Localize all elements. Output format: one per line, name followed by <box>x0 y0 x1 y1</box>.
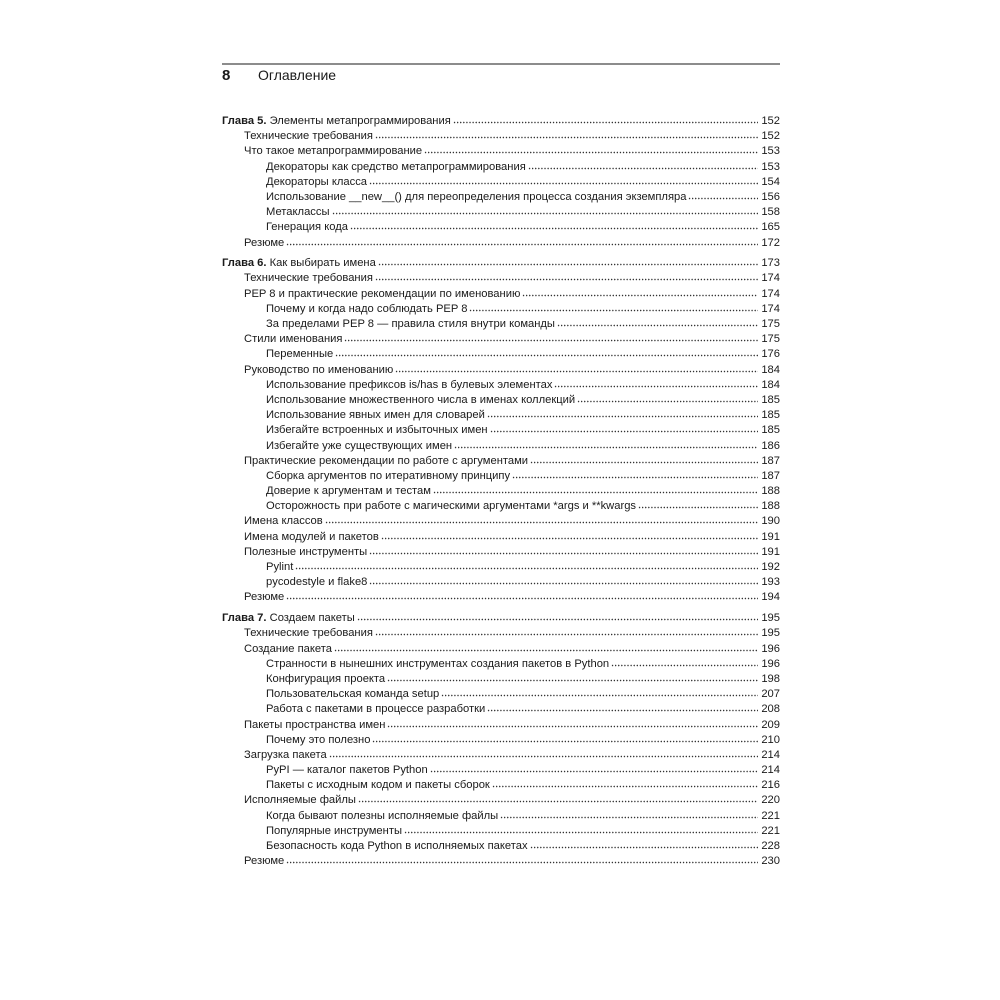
dot-leader <box>530 454 758 465</box>
toc-page-number: 187 <box>761 469 780 482</box>
toc-entry-title <box>222 256 376 271</box>
toc-entry-title <box>266 302 467 317</box>
toc-page-number: 185 <box>761 409 780 422</box>
toc-page-number: 193 <box>761 576 780 589</box>
toc-entry-title <box>266 190 686 205</box>
toc-entry-text: Сборка аргументов по итеративному принципу <box>266 469 511 482</box>
toc-entry-text: Декораторы класса <box>266 175 368 188</box>
toc-entry-text: Избегайте уже существующих имен <box>266 439 453 452</box>
toc-entry-title <box>266 484 431 499</box>
toc-entry <box>222 656 780 671</box>
toc-entry <box>222 453 780 468</box>
toc-page-number: 210 <box>761 733 780 746</box>
dot-leader <box>332 205 758 216</box>
toc-entry-title <box>244 144 422 159</box>
toc-page-number: 174 <box>761 302 780 315</box>
toc-entry-title <box>266 469 510 484</box>
dot-leader <box>369 545 758 556</box>
dot-leader <box>387 672 758 683</box>
dot-leader <box>441 687 758 698</box>
dot-leader <box>530 839 758 850</box>
toc-page-number: 208 <box>761 703 780 716</box>
toc-entry-title <box>266 423 488 438</box>
dot-leader <box>490 423 758 434</box>
toc-page-number: 173 <box>761 257 780 270</box>
toc-entry-title <box>266 347 333 362</box>
dot-leader <box>286 236 758 247</box>
toc-chapter-entry <box>222 255 780 270</box>
dot-leader <box>375 129 758 140</box>
dot-leader <box>453 114 758 125</box>
toc-page-number: 175 <box>761 318 780 331</box>
toc-entry-title <box>266 499 636 514</box>
dot-leader <box>492 778 758 789</box>
toc-page-number: 158 <box>761 206 780 219</box>
dot-leader <box>424 144 758 155</box>
toc-entry-text: Декораторы как средство метапрограммирования <box>266 160 526 173</box>
toc-entry <box>222 529 780 544</box>
toc-entry <box>222 468 780 483</box>
running-header <box>222 67 336 87</box>
toc-entry <box>222 174 780 189</box>
toc-entry-title <box>266 778 490 793</box>
toc-entry-title <box>244 748 327 763</box>
toc-entry-title <box>244 363 393 378</box>
toc-page-number: 191 <box>761 545 780 558</box>
toc-entry-text: Имена модулей и пакетов <box>244 530 379 543</box>
chapter-number: Глава 6. <box>222 257 267 270</box>
toc-page-number: 186 <box>761 439 780 452</box>
toc-entry-title <box>266 733 370 748</box>
toc-page-number: 152 <box>761 130 780 143</box>
toc-entry <box>222 438 780 453</box>
dot-leader <box>334 642 758 653</box>
toc-entry-title <box>266 220 348 235</box>
toc-entry-text: Использование множественного числа в именах коллекций <box>266 393 576 406</box>
dot-leader <box>381 530 758 541</box>
toc-entry-title <box>266 575 367 590</box>
toc-entry <box>222 483 780 498</box>
toc-entry-text: PyPI — каталог пакетов Python <box>266 764 428 777</box>
toc-entry-title <box>266 657 609 672</box>
toc-page-number: 154 <box>761 175 780 188</box>
toc-entry <box>222 625 780 640</box>
dot-leader <box>375 271 758 282</box>
dot-leader <box>611 657 758 668</box>
toc-page-number: 195 <box>761 627 780 640</box>
toc-entry <box>222 701 780 716</box>
toc-entry-text: Создаем пакеты <box>266 612 355 625</box>
toc-page-number: 184 <box>761 363 780 376</box>
dot-leader <box>344 332 758 343</box>
dot-leader <box>554 378 758 389</box>
toc-entry-text: Имена классов <box>244 515 323 528</box>
toc-entry-text: Почему это полезно <box>266 733 371 746</box>
toc-page-number: 175 <box>761 333 780 346</box>
toc-entry-text: Создание пакета <box>244 642 332 655</box>
toc-entry-title <box>244 454 528 469</box>
toc-entry-text: Странности в нынешних инструментах создания пакетов в Python <box>266 657 610 670</box>
dot-leader <box>395 363 758 374</box>
toc-entry <box>222 270 780 285</box>
toc-page-number: 194 <box>761 591 780 604</box>
toc-entry-title <box>222 611 355 626</box>
toc-page-number: 188 <box>761 485 780 498</box>
toc-entry-text: Безопасность кода Python в исполняемых пакетах <box>266 840 528 852</box>
toc-page-number: 153 <box>761 160 780 173</box>
toc-entry-title <box>244 545 367 560</box>
toc-page-number: 153 <box>761 145 780 158</box>
toc-entry-title <box>222 114 451 129</box>
toc-entry-title <box>266 393 575 408</box>
header-title: Оглавление <box>258 67 337 83</box>
toc-entry-title <box>244 332 342 347</box>
page-number: 8 <box>222 67 231 84</box>
toc-entry-title <box>244 271 373 286</box>
toc-entry-text: Переменные <box>266 348 334 361</box>
toc-page-number: 187 <box>761 454 780 467</box>
table-of-contents <box>222 113 780 868</box>
toc-entry <box>222 717 780 732</box>
dot-leader <box>329 748 758 759</box>
dot-leader <box>350 220 758 231</box>
dot-leader <box>335 347 758 358</box>
dot-leader <box>500 809 758 820</box>
toc-entry <box>222 219 780 234</box>
dot-leader <box>430 763 758 774</box>
toc-entry-title <box>244 642 332 657</box>
toc-entry <box>222 762 780 777</box>
dot-leader <box>325 514 758 525</box>
toc-page-number: 174 <box>761 272 780 285</box>
toc-page-number: 207 <box>761 688 780 701</box>
toc-entry <box>222 544 780 559</box>
toc-entry-title <box>266 408 485 423</box>
toc-entry-title <box>244 514 323 529</box>
dot-leader <box>295 560 758 571</box>
toc-entry-title <box>266 317 555 332</box>
dot-leader <box>387 718 758 729</box>
toc-entry-title <box>244 590 284 605</box>
toc-entry <box>222 235 780 250</box>
toc-entry <box>222 128 780 143</box>
toc-entry <box>222 823 780 838</box>
toc-entry-title <box>266 439 452 454</box>
toc-entry <box>222 792 780 807</box>
dot-leader <box>469 302 758 313</box>
toc-page-number: 198 <box>761 672 780 685</box>
toc-page-number: 221 <box>761 809 780 822</box>
dot-leader <box>522 287 758 298</box>
dot-leader <box>286 854 758 865</box>
toc-entry <box>222 838 780 853</box>
chapter-number: Глава 5. <box>222 115 267 127</box>
toc-entry-text: Конфигурация проекта <box>266 672 386 685</box>
dot-leader <box>557 317 758 328</box>
toc-entry-text: Избегайте встроенных и избыточных имен <box>266 424 488 437</box>
toc-entry <box>222 301 780 316</box>
toc-page-number: 174 <box>761 287 780 300</box>
toc-entry-text: Технические требования <box>244 627 373 640</box>
toc-entry-text: За пределами PEP 8 — правила стиля внутри команды <box>266 318 555 331</box>
toc-entry-text: Практические рекомендации по работе с аргументами <box>244 454 529 467</box>
toc-entry-text: Резюме <box>244 855 285 868</box>
toc-entry-title <box>266 702 485 717</box>
toc-entry-text: Метаклассы <box>266 206 330 219</box>
toc-page-number: 192 <box>761 561 780 574</box>
toc-entry-title <box>266 763 428 778</box>
toc-entry-text: Когда бывают полезны исполняемые файлы <box>266 809 499 822</box>
toc-entry <box>222 686 780 701</box>
dot-leader <box>512 469 758 480</box>
toc-entry-text: Пакеты с исходным кодом и пакеты сборок <box>266 779 490 792</box>
toc-page-number: 156 <box>761 190 780 203</box>
toc-page-number: 185 <box>761 424 780 437</box>
toc-entry <box>222 589 780 604</box>
toc-entry-title <box>266 672 385 687</box>
toc-page-number: 195 <box>761 612 780 625</box>
dot-leader <box>372 733 758 744</box>
toc-entry-title <box>266 560 293 575</box>
dot-leader <box>404 824 758 835</box>
toc-entry-title <box>266 824 402 839</box>
toc-entry-title <box>244 718 385 733</box>
toc-entry-title <box>244 854 284 869</box>
toc-page-number: 228 <box>761 840 780 852</box>
toc-entry <box>222 346 780 361</box>
toc-entry <box>222 316 780 331</box>
toc-page-number: 214 <box>761 764 780 777</box>
dot-leader <box>487 702 758 713</box>
toc-page-number: 221 <box>761 824 780 837</box>
toc-entry-text: PEP 8 и практические рекомендации по именованию <box>244 287 521 300</box>
toc-page-number: 165 <box>761 221 780 234</box>
toc-entry <box>222 732 780 747</box>
toc-entry-title <box>266 175 367 190</box>
toc-entry <box>222 331 780 346</box>
toc-entry-title <box>244 530 379 545</box>
toc-page-number: 190 <box>761 515 780 528</box>
toc-entry-text: Резюме <box>244 591 285 604</box>
toc-entry <box>222 513 780 528</box>
dot-leader <box>375 626 758 637</box>
toc-entry <box>222 362 780 377</box>
dot-leader <box>688 190 758 201</box>
toc-entry-text: pycodestyle и flake8 <box>266 576 368 589</box>
toc-page-number: 216 <box>761 779 780 792</box>
header-rule <box>222 63 780 65</box>
toc-entry-text: Исполняемые файлы <box>244 794 356 807</box>
toc-entry-title <box>244 626 373 641</box>
toc-entry-title <box>244 793 356 808</box>
toc-entry <box>222 407 780 422</box>
toc-entry-text: Загрузка пакета <box>244 748 327 761</box>
toc-entry-text: Доверие к аргументам и тестам <box>266 485 431 498</box>
toc-page-number: 196 <box>761 642 780 655</box>
chapter-number: Глава 7. <box>222 612 267 625</box>
toc-page-number: 214 <box>761 748 780 761</box>
dot-leader <box>433 484 758 495</box>
toc-entry-title <box>266 809 498 824</box>
toc-entry-text: Pylint <box>266 561 294 574</box>
toc-entry <box>222 671 780 686</box>
toc-page-number: 230 <box>761 855 780 868</box>
toc-entry-text: Работа с пакетами в процессе разработки <box>266 703 486 716</box>
dot-leader <box>369 175 758 186</box>
toc-entry-title <box>266 839 528 854</box>
toc-page-number: 185 <box>761 393 780 406</box>
toc-entry <box>222 853 780 868</box>
dot-leader <box>357 611 758 622</box>
toc-entry <box>222 808 780 823</box>
toc-entry-text: Популярные инструменты <box>266 824 402 837</box>
toc-entry-title <box>266 205 330 220</box>
toc-entry-title <box>244 236 284 251</box>
dot-leader <box>358 793 758 804</box>
toc-entry-text: Как выбирать имена <box>266 257 376 270</box>
toc-entry-text: Использование префиксов is/has в булевых элементах <box>266 378 553 391</box>
toc-entry <box>222 422 780 437</box>
dot-leader <box>286 590 758 601</box>
toc-entry-text: Руководство по именованию <box>244 363 394 376</box>
toc-entry-text: Полезные инструменты <box>244 545 368 558</box>
dot-leader <box>638 499 758 510</box>
toc-entry <box>222 377 780 392</box>
toc-entry-text: Пользовательская команда setup <box>266 688 440 701</box>
toc-entry <box>222 204 780 219</box>
toc-entry <box>222 498 780 513</box>
toc-entry-text: Осторожность при работе с магическими аргументами *args и **kwargs <box>266 500 637 513</box>
toc-page-number: 152 <box>761 115 780 127</box>
toc-entry-title <box>244 129 373 144</box>
toc-entry <box>222 189 780 204</box>
toc-entry-title <box>266 160 526 175</box>
dot-leader <box>528 160 758 171</box>
toc-chapter-entry <box>222 610 780 625</box>
toc-entry-text: Использование явных имен для словарей <box>266 409 485 422</box>
toc-entry-title <box>244 287 520 302</box>
toc-page-number: 176 <box>761 348 780 361</box>
toc-entry <box>222 559 780 574</box>
dot-leader <box>487 408 758 419</box>
toc-entry-text: Стили именования <box>244 333 343 346</box>
toc-entry-title <box>266 378 552 393</box>
toc-entry-text: Технические требования <box>244 130 373 143</box>
toc-entry-text: Пакеты пространства имен <box>244 718 386 731</box>
toc-entry <box>222 286 780 301</box>
toc-page-number: 196 <box>761 657 780 670</box>
toc-entry <box>222 777 780 792</box>
toc-page-number: 184 <box>761 378 780 391</box>
toc-entry <box>222 747 780 762</box>
toc-chapter-entry <box>222 113 780 128</box>
toc-entry-text: Что такое метапрограммирование <box>244 145 423 158</box>
toc-entry <box>222 143 780 158</box>
toc-page-number: 191 <box>761 530 780 543</box>
toc-entry-title <box>266 687 439 702</box>
toc-page-number: 209 <box>761 718 780 731</box>
toc-entry <box>222 574 780 589</box>
toc-entry <box>222 392 780 407</box>
dot-leader <box>378 256 758 267</box>
toc-entry-text: Использование __new__() для переопределения процесса создания экземпляра <box>266 190 687 203</box>
toc-entry-text: Почему и когда надо соблюдать PEP 8 <box>266 302 468 315</box>
toc-page-number: 188 <box>761 500 780 513</box>
dot-leader <box>454 439 758 450</box>
toc-entry-text: Генерация кода <box>266 221 348 234</box>
toc-page-number: 220 <box>761 794 780 807</box>
toc-page-number: 172 <box>761 236 780 249</box>
toc-entry-text: Элементы метапрограммирования <box>266 115 451 127</box>
dot-leader <box>577 393 758 404</box>
toc-entry <box>222 159 780 174</box>
toc-entry <box>222 641 780 656</box>
toc-entry-text: Технические требования <box>244 272 373 285</box>
dot-leader <box>369 575 758 586</box>
toc-entry-text: Резюме <box>244 236 285 249</box>
